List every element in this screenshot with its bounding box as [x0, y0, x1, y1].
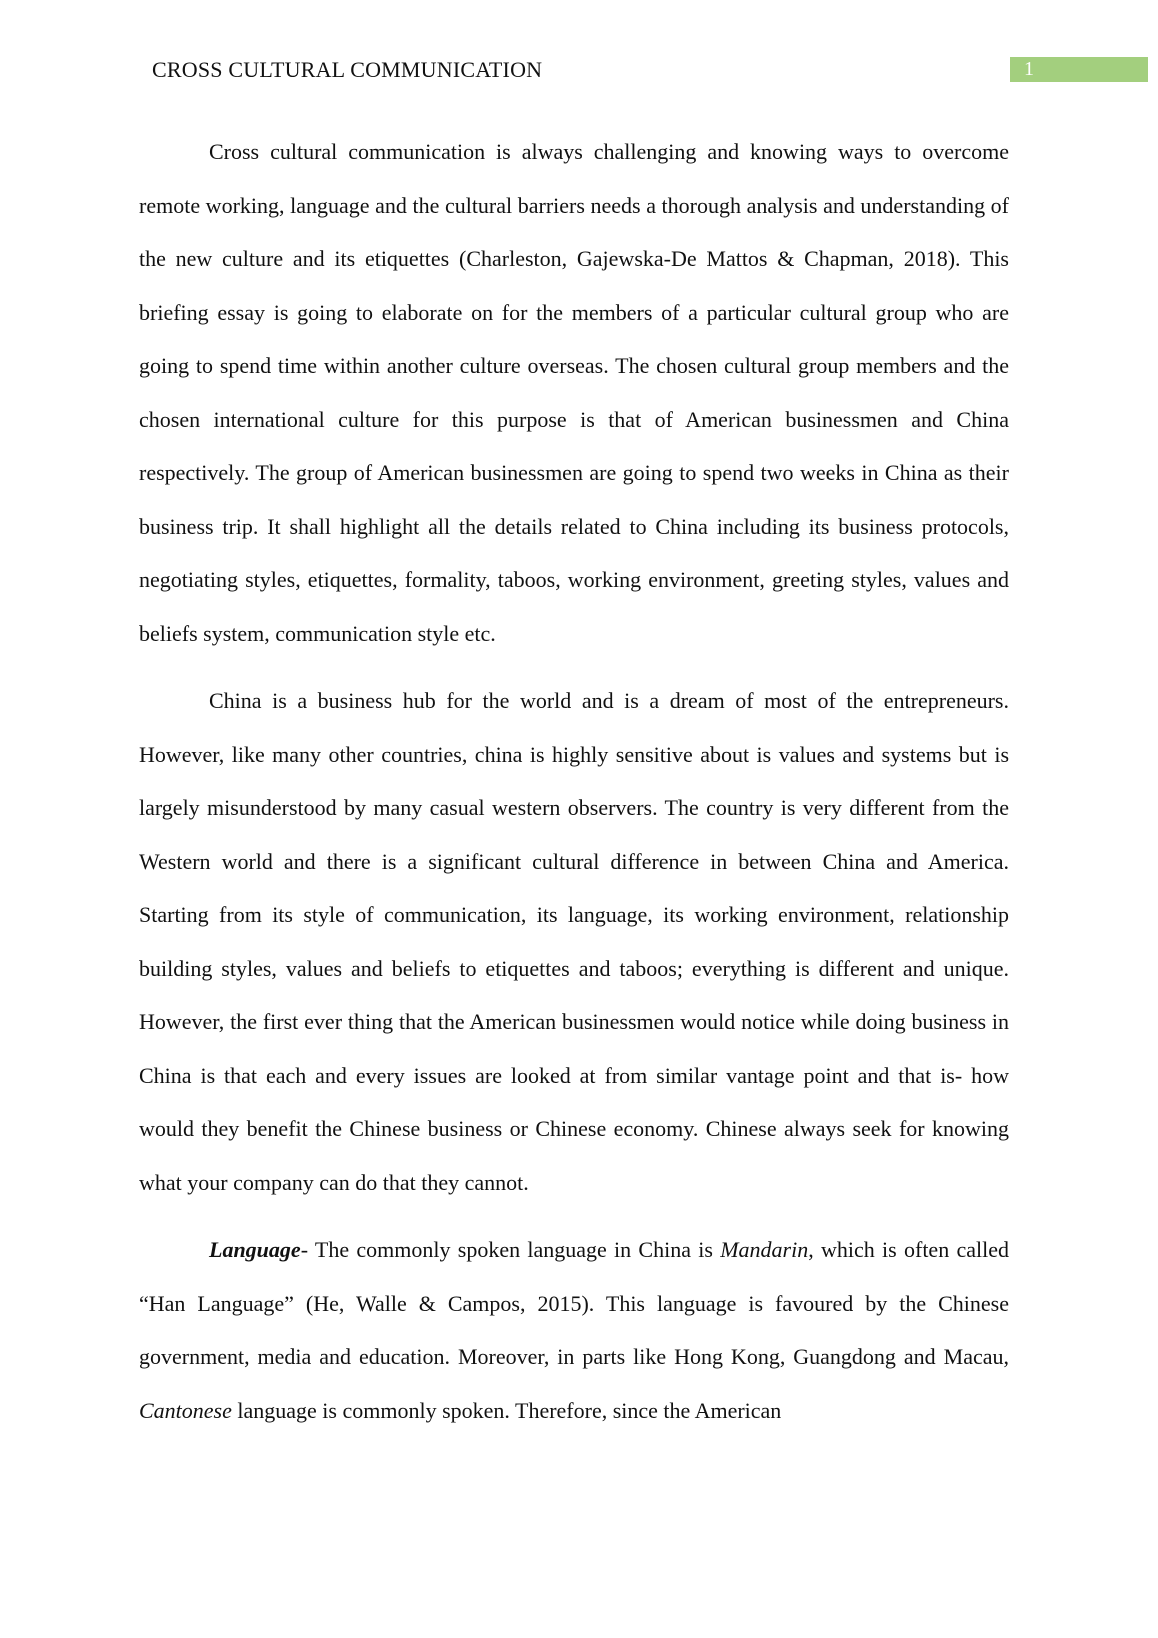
paragraph-intro: Cross cultural communication is always challenging and knowing ways to overcome remote working, language and the cultural barriers needs a thorough analysis and understanding of the new culture and its etiquettes (Charleston, Gajewska-De Mattos & Chapman, 2018). This briefing essay is going to elaborate on for the members of a particular cultural group who are going to spend time within another culture overseas. The chosen cultural group members and the chosen international culture for this purpose is that of American businessmen and China respectively. The group of American businessmen are going to spend two weeks in China as their business trip. It shall highlight all the details related to China including its business protocols, negotiating styles, etiquettes, formality, taboos, working environment, greeting styles, values and beliefs system, communication style etc.	[139, 139, 1009, 646]
running-head: CROSS CULTURAL COMMUNICATION	[152, 57, 543, 82]
language-text-1: - The commonly spoken language in China is	[300, 1237, 721, 1262]
term-cantonese: Cantonese	[139, 1397, 232, 1423]
document-body	[139, 125, 1009, 1451]
language-heading: Language	[209, 1237, 301, 1262]
paragraph-china-business: China is a business hub for the world and is a dream of most of the entrepreneurs. However, like many other countries, china is highly sensitive about is values and systems but is largely misunderstood by many casual western observers. The country is very different from the Western world and there is a significant cultural difference in between China and America. Starting from its style of communication, its language, its working environment, relationship building styles, values and beliefs to etiquettes and taboos; everything is different and unique. However, the first ever thing that the American businessmen would notice while doing business in China is that each and every issues are looked at from similar vantage point and that is- how would they benefit the Chinese business or Chinese economy. Chinese always seek for knowing what your company can do that they cannot.	[139, 688, 1009, 1195]
paragraph-language	[139, 1223, 1009, 1437]
language-text-3: language is commonly spoken. Therefore, since the American	[231, 1397, 782, 1423]
language-text-2: , which is often called “Han Language” (He, Walle & Campos, 2015). This language is favoured by the Chinese government, media and education. Moreover, in parts like Hong Kong, Guangdong and Macau,	[139, 1237, 1009, 1369]
page-number: 1	[1010, 57, 1148, 82]
page-header	[0, 0, 1158, 100]
term-mandarin: Mandarin	[720, 1237, 809, 1262]
